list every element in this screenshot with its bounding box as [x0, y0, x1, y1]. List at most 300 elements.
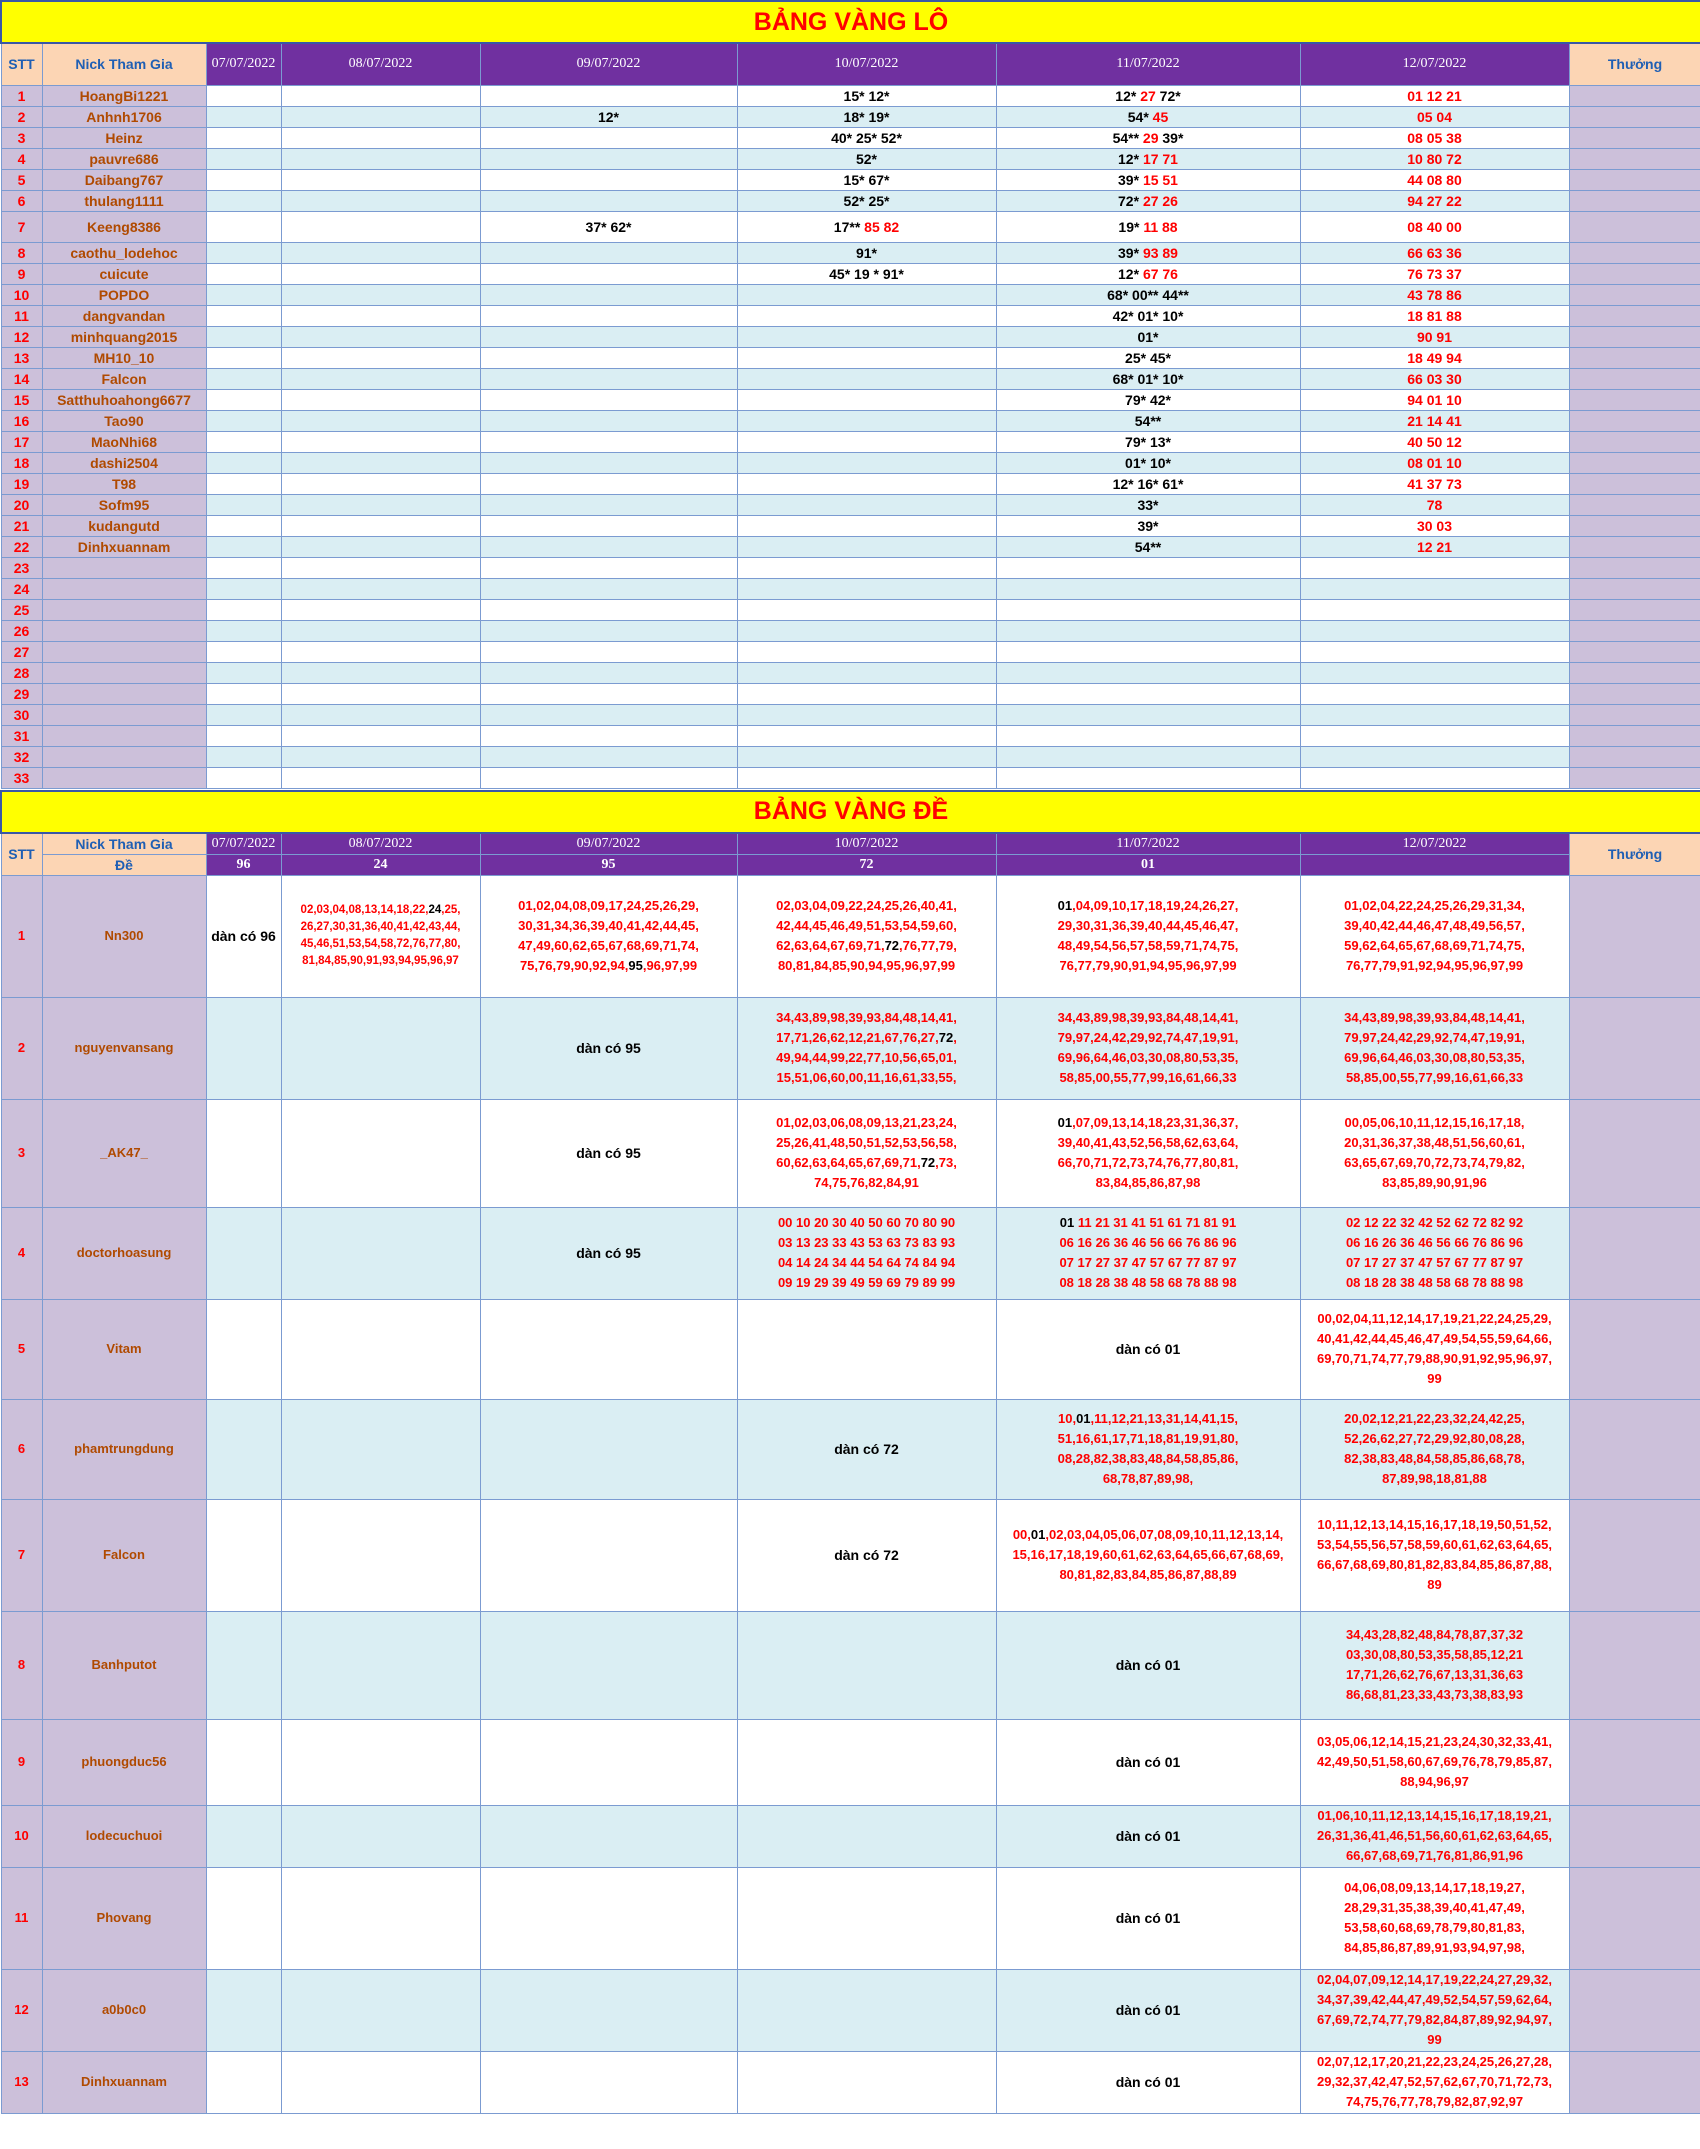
de-result-row [1, 854, 1700, 875]
lo-row [1, 148, 1700, 169]
lo-cell [996, 242, 1300, 263]
row-thuong [1569, 1969, 1700, 2051]
de-title: BẢNG VÀNG ĐỀ [1, 791, 1700, 833]
row-nick: dangvandan [42, 305, 206, 326]
row-thuong [1569, 473, 1700, 494]
row-stt: 30 [1, 704, 42, 725]
row-nick: Nn300 [42, 875, 206, 997]
lo-cell [206, 515, 281, 536]
de-cell [206, 1611, 281, 1719]
lo-cell [996, 127, 1300, 148]
lo-cell [281, 704, 480, 725]
lo-cell [206, 683, 281, 704]
lo-row [1, 263, 1700, 284]
lo-cell [206, 599, 281, 620]
lo-value: 66 63 36 [1407, 244, 1462, 261]
lo-cell [1300, 704, 1569, 725]
row-stt: 19 [1, 473, 42, 494]
lo-cell [206, 662, 281, 683]
row-nick: _AK47_ [42, 1099, 206, 1207]
lo-value: 08 01 10 [1407, 454, 1462, 471]
lo-cell [1300, 410, 1569, 431]
lo-cell [281, 746, 480, 767]
lo-cell [281, 767, 480, 788]
lo-cell [996, 368, 1300, 389]
de-header-date: 09/07/2022 [480, 833, 737, 855]
row-thuong [1569, 106, 1700, 127]
de-cell [737, 875, 996, 997]
lo-value: 18 49 94 [1407, 349, 1462, 366]
de-cell [996, 1399, 1300, 1499]
row-stt: 3 [1, 127, 42, 148]
row-thuong [1569, 169, 1700, 190]
lo-cell [737, 410, 996, 431]
row-stt: 21 [1, 515, 42, 536]
lo-cell [996, 410, 1300, 431]
lo-row [1, 494, 1700, 515]
de-cell [480, 1805, 737, 1867]
lo-row [1, 211, 1700, 242]
lo-cell [1300, 347, 1569, 368]
de-numbers: 04,06,08,09,13,14,17,18,19,27, 28,29,31,35,38,39,40,41,47,49, 53,58,60,68,69,78,79,80,81,83, 84,85,86,87,89,91,93,94,97,98, [1344, 1880, 1525, 1955]
lo-value: 12* [1118, 150, 1143, 167]
lo-cell [737, 515, 996, 536]
row-stt: 29 [1, 683, 42, 704]
lo-cell [206, 452, 281, 473]
lo-value: 68* 01* 10* [1112, 370, 1184, 387]
de-numbers: 01 [1030, 1527, 1046, 1542]
lo-cell [281, 368, 480, 389]
lo-cell [281, 106, 480, 127]
lo-value: 12* [597, 108, 620, 125]
de-cell [206, 1867, 281, 1969]
de-numbers: 34,43,89,98,39,93,84,48,14,41, 79,97,24,42,29,92,74,47,19,91, 69,96,64,46,03,30,08,80,53,35, 58,85,00,55,77,99,16,61,66,33 [1344, 1010, 1525, 1085]
lo-cell [480, 263, 737, 284]
row-thuong [1569, 536, 1700, 557]
lo-value: 43 78 86 [1407, 286, 1462, 303]
lo-cell [281, 389, 480, 410]
de-cell [737, 1969, 996, 2051]
row-thuong [1569, 431, 1700, 452]
lo-cell [480, 127, 737, 148]
lo-cell [996, 190, 1300, 211]
row-stt: 5 [1, 1299, 42, 1399]
de-cell [737, 1299, 996, 1399]
lo-cell [996, 106, 1300, 127]
row-stt: 16 [1, 410, 42, 431]
de-cell [206, 997, 281, 1099]
de-numbers: ,11,12,21,13,31,14,41,15, 51,16,61,17,71,18,81,19,91,80, 08,28,82,38,83,48,84,58,85,86, 68,78,87,89,98, [1057, 1411, 1239, 1486]
row-nick [42, 662, 206, 683]
lo-cell [996, 557, 1300, 578]
de-numbers: 34,43,89,98,39,93,84,48,14,41, 79,97,24,42,29,92,74,47,19,91, 69,96,64,46,03,30,08,80,53,35, 58,85,00,55,77,99,16,61,66,33 [1057, 1010, 1239, 1085]
lo-cell [737, 305, 996, 326]
row-stt: 22 [1, 536, 42, 557]
row-thuong [1569, 1867, 1700, 1969]
lo-cell [206, 704, 281, 725]
lo-cell [996, 704, 1300, 725]
lo-cell [281, 190, 480, 211]
de-numbers: ,04,09,10,17,18,19,24,26,27, 29,30,31,36,39,40,44,45,46,47, 48,49,54,56,57,58,59,71,74,75, 76,77,79,90,91,94,95,96,97,99 [1057, 898, 1239, 973]
de-cell [480, 1969, 737, 2051]
lo-cell [996, 599, 1300, 620]
de-result [1300, 854, 1569, 875]
lo-cell [281, 431, 480, 452]
de-cell [996, 1867, 1300, 1969]
lo-cell [737, 536, 996, 557]
lo-cell [1300, 431, 1569, 452]
lo-cell [737, 683, 996, 704]
row-nick: Vitam [42, 1299, 206, 1399]
lo-value: 54* [1127, 108, 1153, 125]
de-numbers: ,25, 26,27,30,31,36,40,41,42,43,44, 45,46,51,53,54,58,72,76,77,80, 81,84,85,90,91,93,94,95,96,97 [300, 904, 461, 967]
lo-cell [480, 190, 737, 211]
row-nick: POPDO [42, 284, 206, 305]
de-row [1, 1611, 1700, 1719]
de-row [1, 1499, 1700, 1611]
lo-cell [996, 641, 1300, 662]
lo-value: 54** [1112, 129, 1143, 146]
lo-cell [1300, 683, 1569, 704]
de-cell [480, 1499, 737, 1611]
lo-cell [996, 662, 1300, 683]
de-numbers: 20,02,12,21,22,23,32,24,42,25, 52,26,62,27,72,29,92,80,08,28, 82,38,83,48,84,58,85,86,68,78, 87,89,98,18,81,88 [1344, 1411, 1525, 1486]
de-numbers: 24 [428, 904, 442, 916]
de-result: 96 [206, 854, 281, 875]
lo-cell [737, 368, 996, 389]
row-nick [42, 620, 206, 641]
lo-cell [996, 431, 1300, 452]
lo-cell [281, 284, 480, 305]
lo-value: 85 82 [864, 218, 900, 235]
de-cell [480, 2051, 737, 2113]
lo-row [1, 106, 1700, 127]
row-stt: 10 [1, 1805, 42, 1867]
de-cell [281, 1719, 480, 1805]
lo-cell [480, 106, 737, 127]
lo-value: 01* 10* [1125, 454, 1171, 471]
row-thuong [1569, 211, 1700, 242]
de-row [1, 997, 1700, 1099]
lo-cell [281, 599, 480, 620]
row-thuong [1569, 1499, 1700, 1611]
de-cell [1300, 1499, 1569, 1611]
lo-cell [206, 746, 281, 767]
lo-cell [1300, 106, 1569, 127]
row-thuong [1569, 557, 1700, 578]
lo-value: 17** [833, 218, 865, 235]
de-row [1, 1399, 1700, 1499]
lo-cell [1300, 127, 1569, 148]
de-cell [281, 1207, 480, 1299]
lo-value: 15* 67* [843, 171, 890, 188]
lo-value: 42* 01* 10* [1112, 307, 1184, 324]
de-row [1, 1299, 1700, 1399]
row-nick: Sofm95 [42, 494, 206, 515]
lo-cell [480, 473, 737, 494]
lo-cell [480, 85, 737, 106]
row-stt: 5 [1, 169, 42, 190]
lo-cell [206, 127, 281, 148]
de-cell [1300, 875, 1569, 997]
lo-cell [281, 85, 480, 106]
row-stt: 1 [1, 85, 42, 106]
lo-row [1, 85, 1700, 106]
lo-header-row [1, 43, 1700, 85]
row-stt: 15 [1, 389, 42, 410]
lo-cell [281, 641, 480, 662]
de-row [1, 1207, 1700, 1299]
de-numbers: 01,02,04,22,24,25,26,29,31,34, 39,40,42,44,46,47,48,49,56,57, 59,62,64,65,67,68,69,71,74,75, 76,77,79,91,92,94,95,96,97,99 [1344, 898, 1525, 973]
lo-cell [737, 169, 996, 190]
lo-cell [281, 263, 480, 284]
lo-cell [281, 410, 480, 431]
dan-label: dàn có 72 [834, 1441, 899, 1457]
lo-cell [737, 389, 996, 410]
de-cell [206, 1805, 281, 1867]
row-stt: 18 [1, 452, 42, 473]
lo-header-nick: Nick Tham Gia [42, 43, 206, 85]
lo-cell [737, 85, 996, 106]
lo-cell [737, 746, 996, 767]
lo-row [1, 284, 1700, 305]
row-stt: 12 [1, 1969, 42, 2051]
lo-cell [996, 515, 1300, 536]
lo-cell [1300, 389, 1569, 410]
row-thuong [1569, 1611, 1700, 1719]
de-cell [480, 1299, 737, 1399]
row-nick: MH10_10 [42, 347, 206, 368]
lo-cell [737, 767, 996, 788]
lo-cell [1300, 515, 1569, 536]
dan-label: dàn có 01 [1115, 1657, 1181, 1673]
row-stt: 4 [1, 148, 42, 169]
de-numbers: 11 21 31 41 51 61 71 81 91 06 16 26 36 46 56 66 76 86 96 07 17 27 37 47 57 67 77 87 97 08 18 28 38 48 58 68 78 88 98 [1059, 1215, 1237, 1290]
row-stt: 17 [1, 431, 42, 452]
row-nick: kudangutd [42, 515, 206, 536]
lo-cell [996, 473, 1300, 494]
lo-cell [480, 284, 737, 305]
lo-value: 94 27 22 [1407, 192, 1462, 209]
de-cell [281, 1399, 480, 1499]
dan-label: dàn có 72 [834, 1547, 899, 1563]
lo-cell [996, 767, 1300, 788]
lo-value: 52* 25* [843, 192, 890, 209]
lo-cell [281, 326, 480, 347]
de-numbers: ,96,97,99 [642, 958, 698, 973]
de-cell [737, 1099, 996, 1207]
de-numbers: 10,11,12,13,14,15,16,17,18,19,50,51,52, 53,54,55,56,57,58,59,60,61,62,63,64,65, 66,67,68,69,80,81,82,83,84,85,86,87,88, 89 [1317, 1517, 1552, 1592]
lo-value: 21 14 41 [1407, 412, 1462, 429]
lo-cell [996, 211, 1300, 242]
de-numbers: 34,43,89,98,39,93,84,48,14,41, 17,71,26,62,12,21,67,76,27, [776, 1010, 957, 1045]
lo-value: 18 81 88 [1407, 307, 1462, 324]
de-cell [737, 1499, 996, 1611]
lo-cell [480, 326, 737, 347]
row-thuong [1569, 683, 1700, 704]
dan-label: dàn có 95 [576, 1145, 641, 1161]
lo-value: 15* 12* [843, 87, 890, 104]
row-thuong [1569, 1399, 1700, 1499]
lo-cell [480, 347, 737, 368]
lo-cell [737, 557, 996, 578]
lo-value: 11 88 [1143, 218, 1178, 235]
lo-cell [996, 148, 1300, 169]
lo-value: 05 04 [1416, 108, 1453, 125]
row-nick: Daibang767 [42, 169, 206, 190]
lo-value: 39* [1118, 244, 1143, 261]
lo-cell [206, 326, 281, 347]
lo-row [1, 725, 1700, 746]
lo-cell [737, 452, 996, 473]
lo-cell [281, 473, 480, 494]
lo-cell [1300, 85, 1569, 106]
lo-cell [996, 725, 1300, 746]
row-thuong [1569, 1099, 1700, 1207]
row-nick: a0b0c0 [42, 1969, 206, 2051]
lo-row [1, 473, 1700, 494]
de-numbers: ,76,77,79, 80,81,84,85,90,94,95,96,97,99 [777, 938, 957, 973]
lo-value: 27 [1140, 87, 1156, 104]
de-cell [996, 1499, 1300, 1611]
row-stt: 1 [1, 875, 42, 997]
de-cell [480, 1207, 737, 1299]
lo-value: 72* [1118, 192, 1143, 209]
lo-value: 33* [1137, 496, 1159, 513]
lo-cell [480, 169, 737, 190]
lo-cell [206, 242, 281, 263]
lo-cell [1300, 326, 1569, 347]
de-cell [480, 997, 737, 1099]
lo-cell [480, 662, 737, 683]
lo-cell [480, 515, 737, 536]
lo-cell [737, 662, 996, 683]
lo-row [1, 767, 1700, 788]
de-cell [206, 2051, 281, 2113]
lo-cell [206, 410, 281, 431]
lo-cell [737, 127, 996, 148]
dan-label: dàn có 01 [1115, 1910, 1181, 1926]
de-cell [1300, 1207, 1569, 1299]
row-stt: 8 [1, 242, 42, 263]
de-numbers: 01 [1059, 1215, 1075, 1230]
lo-cell [1300, 190, 1569, 211]
de-cell [996, 1719, 1300, 1805]
lo-value: 39* [1158, 129, 1184, 146]
lo-cell [480, 683, 737, 704]
de-numbers: 01,06,10,11,12,13,14,15,16,17,18,19,21, 26,31,36,41,46,51,56,60,61,62,63,64,65, 66,67,68,69,71,76,81,86,91,96 [1317, 1808, 1552, 1863]
lo-cell [737, 190, 996, 211]
lo-value: 76 73 37 [1407, 265, 1462, 282]
de-numbers: ,02,03,04,05,06,07,08,09,10,11,12,13,14, 15,16,17,18,19,60,61,62,63,64,65,66,67,68,69, 80,81,82,83,84,85,86,87,88,89 [1012, 1527, 1284, 1582]
lo-cell [480, 410, 737, 431]
de-header-nick: Nick Tham Gia [42, 833, 206, 855]
lo-cell [480, 148, 737, 169]
lo-cell [996, 620, 1300, 641]
row-stt: 2 [1, 997, 42, 1099]
row-thuong [1569, 875, 1700, 997]
row-nick: pauvre686 [42, 148, 206, 169]
row-nick: lodecuchuoi [42, 1805, 206, 1867]
dan-label: dàn có 01 [1115, 2074, 1181, 2090]
lo-value: 79* 42* [1125, 391, 1171, 408]
row-nick: Tao90 [42, 410, 206, 431]
lo-value: 27 26 [1142, 192, 1178, 209]
dan-label: dàn có 01 [1115, 1754, 1181, 1770]
row-thuong [1569, 725, 1700, 746]
lo-value: 01* [1137, 328, 1159, 345]
de-cell [996, 875, 1300, 997]
lo-cell [206, 473, 281, 494]
de-result: 01 [996, 854, 1300, 875]
lo-cell [480, 599, 737, 620]
de-numbers: 01,02,04,08,09,17,24,25,26,29, 30,31,34,36,39,40,41,42,44,45, 47,49,60,62,65,67,68,69,71,74, 75,76,79,90,92,94, [518, 898, 699, 973]
row-thuong [1569, 148, 1700, 169]
de-numbers: 72 [884, 938, 900, 953]
lo-cell [737, 326, 996, 347]
row-stt: 10 [1, 284, 42, 305]
lo-header-date: 09/07/2022 [480, 43, 737, 85]
row-thuong [1569, 242, 1700, 263]
de-cell [1300, 2051, 1569, 2113]
row-thuong [1569, 662, 1700, 683]
de-cell [281, 875, 480, 997]
lo-cell [1300, 494, 1569, 515]
lo-cell [480, 767, 737, 788]
lo-cell [480, 452, 737, 473]
row-nick [42, 746, 206, 767]
lo-cell [206, 148, 281, 169]
dan-label: dàn có 01 [1115, 2002, 1181, 2018]
lo-row [1, 410, 1700, 431]
lo-cell [480, 211, 737, 242]
row-thuong [1569, 190, 1700, 211]
row-thuong [1569, 494, 1700, 515]
lo-cell [281, 211, 480, 242]
row-nick: cuicute [42, 263, 206, 284]
lo-value: 12* [1118, 265, 1143, 282]
row-thuong [1569, 620, 1700, 641]
lo-row [1, 389, 1700, 410]
de-cell [281, 1867, 480, 1969]
row-thuong [1569, 347, 1700, 368]
lo-cell [737, 620, 996, 641]
de-row [1, 875, 1700, 997]
row-nick: Satthuhoahong6677 [42, 389, 206, 410]
row-nick: phuongduc56 [42, 1719, 206, 1805]
row-thuong [1569, 2051, 1700, 2113]
lo-value: 25* 45* [1125, 349, 1171, 366]
de-body [1, 875, 1700, 2113]
lo-row [1, 578, 1700, 599]
lo-cell [281, 169, 480, 190]
row-thuong [1569, 326, 1700, 347]
de-cell [1300, 1611, 1569, 1719]
de-cell [281, 1805, 480, 1867]
de-header-row [1, 833, 1700, 855]
de-numbers: 02,04,07,09,12,14,17,19,22,24,27,29,32, 34,37,39,42,44,47,49,52,54,57,59,62,64, 67,69,72,74,77,79,82,84,87,89,92,94,97, 99 [1317, 1972, 1552, 2047]
row-thuong [1569, 452, 1700, 473]
de-numbers: 02,07,12,17,20,21,22,23,24,25,26,27,28, 29,32,37,42,47,52,57,62,67,70,71,72,73, 74,75,76,77,78,79,82,87,92,97 [1317, 2054, 1552, 2109]
lo-cell [480, 494, 737, 515]
de-cell [1300, 997, 1569, 1099]
lo-cell [737, 704, 996, 725]
lo-cell [281, 148, 480, 169]
lo-cell [996, 85, 1300, 106]
row-nick [42, 683, 206, 704]
row-thuong [1569, 599, 1700, 620]
lo-cell [206, 347, 281, 368]
